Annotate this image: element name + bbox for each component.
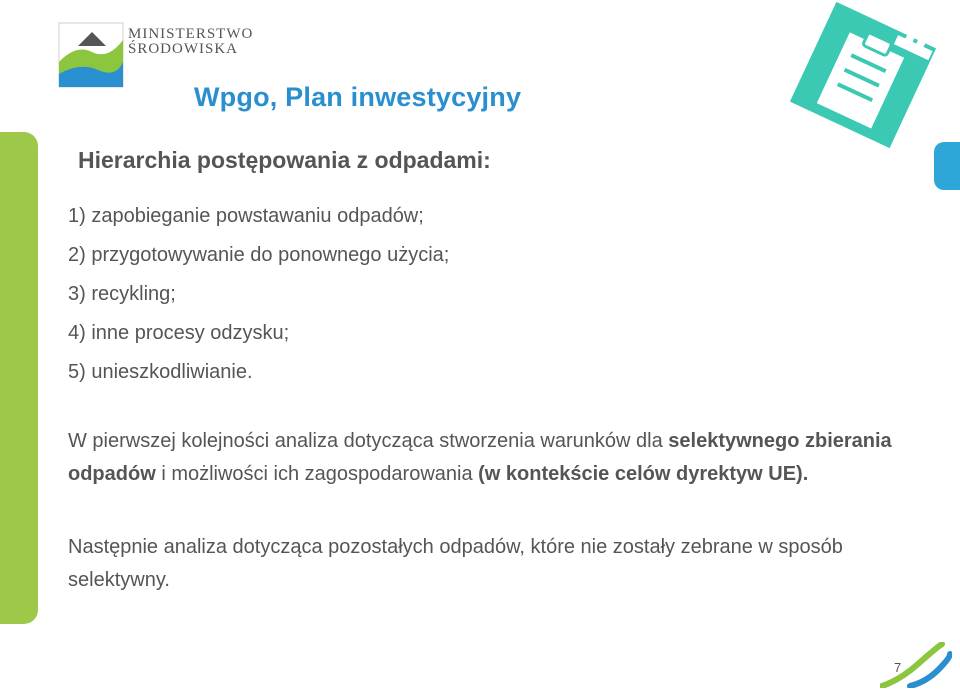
list-item: 1) zapobieganie powstawaniu odpadów; xyxy=(68,205,424,227)
list-item: 3) recykling; xyxy=(68,283,176,305)
hierarchy-heading: Hierarchia postępowania z odpadami: xyxy=(78,147,491,173)
list-item: 5) unieszkodliwianie. xyxy=(68,361,253,383)
corner-swoosh-icon xyxy=(880,642,952,688)
left-accent-bar xyxy=(0,132,38,624)
paragraph-text: i możliwości ich zagospodarowania xyxy=(155,463,479,485)
logo-text-line2: ŚRODOWISKA xyxy=(128,41,239,57)
list-item: 4) inne procesy odzysku; xyxy=(68,322,290,344)
paragraph-selective-collection xyxy=(68,425,938,491)
paragraph-remaining-waste: Następnie analiza dotycząca pozostałych odpadów, które nie zostały zebrane w sposób selektywny. xyxy=(68,536,843,591)
page-number: 7 xyxy=(894,660,902,675)
logo-text-line1: MINISTERSTWO xyxy=(128,26,254,42)
factory-checklist-icon xyxy=(788,0,938,150)
slide-title: Wpgo, Plan inwestycyjny xyxy=(194,82,522,112)
paragraph-bold-text: selektywnego zbierania odpadów xyxy=(68,430,892,485)
paragraph-text: W pierwszej kolejności analiza dotycząca stworzenia warunków dla xyxy=(68,430,669,452)
paragraph-bold-text: (w kontekście celów dyrektyw UE). xyxy=(478,463,809,485)
list-item: 2) przygotowywanie do ponownego użycia; xyxy=(68,244,450,266)
hierarchy-list xyxy=(68,197,449,392)
